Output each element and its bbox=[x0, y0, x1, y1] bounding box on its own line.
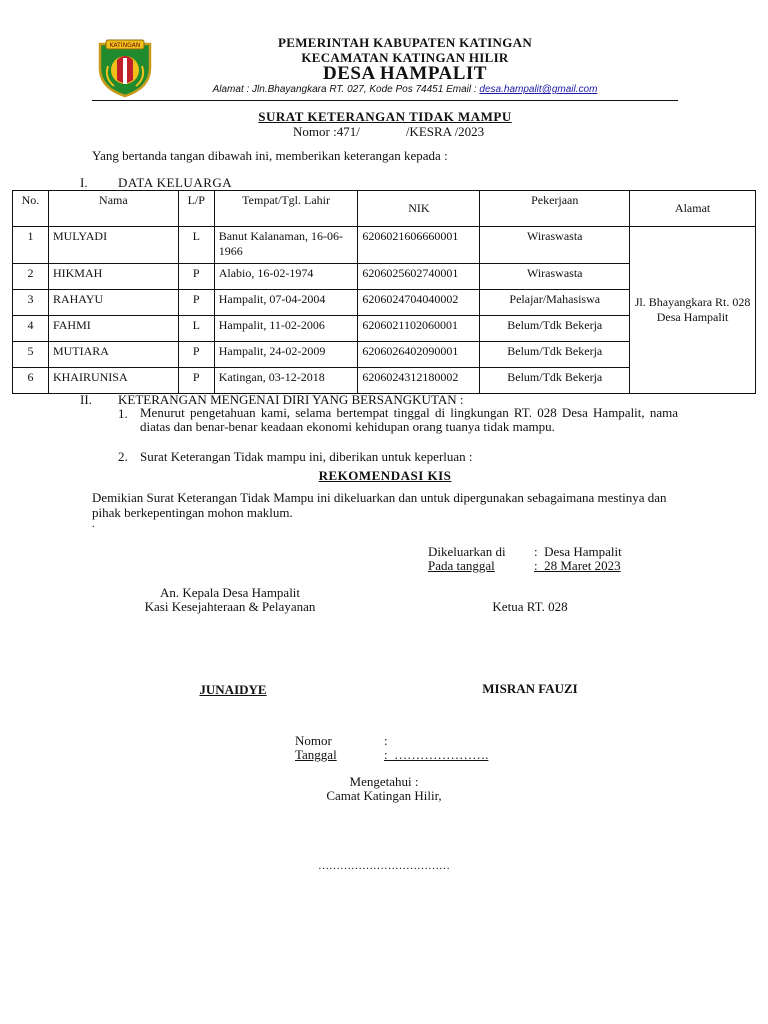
cell-nama: FAHMI bbox=[48, 316, 178, 342]
number-prefix: Nomor :471/ bbox=[293, 124, 360, 139]
signer-right-position: Ketua RT. 028 bbox=[492, 599, 568, 614]
document-number bbox=[293, 124, 484, 140]
header-nama: Nama bbox=[48, 191, 178, 227]
cell-lp: L bbox=[178, 316, 214, 342]
closing-dot: . bbox=[92, 518, 95, 530]
issued-date-label: Pada tanggal bbox=[428, 558, 495, 573]
email-link[interactable]: desa.hampalit@gmail.com bbox=[479, 84, 598, 95]
section2-title: KETERANGAN MENGENAI DIRI YANG BERSANGKUTAN : bbox=[118, 392, 464, 407]
cell-pekerjaan: Belum/Tdk Bekerja bbox=[480, 368, 630, 394]
cell-nik: 6206024312180002 bbox=[358, 368, 480, 394]
table-header-row bbox=[13, 191, 756, 227]
header-no: No. bbox=[13, 191, 49, 227]
item2-text: Surat Keterangan Tidak mampu ini, diberikan untuk keperluan : bbox=[140, 449, 473, 464]
address-text: Alamat : Jln.Bhayangkara RT. 027, Kode Pos 74451 Email : bbox=[212, 84, 480, 95]
signer-right-name: MISRAN FAUZI bbox=[482, 681, 578, 696]
cell-no: 1 bbox=[13, 227, 49, 264]
section1-title: DATA KELUARGA bbox=[118, 175, 233, 190]
cell-lp: P bbox=[178, 368, 214, 394]
signer-left-name: JUNAIDYE bbox=[199, 682, 267, 697]
purpose-text: REKOMENDASI KIS bbox=[318, 468, 452, 483]
cell-ttl: Hampalit, 07-04-2004 bbox=[214, 290, 358, 316]
cell-ttl: Katingan, 03-12-2018 bbox=[214, 368, 358, 394]
cell-lp: P bbox=[178, 264, 214, 290]
issued-place-label: Dikeluarkan di bbox=[428, 544, 506, 559]
cell-nama: RAHAYU bbox=[48, 290, 178, 316]
signer-left-title: An. Kepala Desa Hampalit bbox=[159, 585, 301, 600]
cell-nama: KHAIRUNISA bbox=[48, 368, 178, 394]
cell-no: 3 bbox=[13, 290, 49, 316]
document-title: SURAT KETERANGAN TIDAK MAMPU bbox=[258, 109, 512, 124]
cell-pekerjaan: Pelajar/Mahasiswa bbox=[480, 290, 630, 316]
cell-no: 4 bbox=[13, 316, 49, 342]
issued-place-value: : Desa Hampalit bbox=[534, 544, 622, 559]
header-government: PEMERINTAH KABUPATEN KATINGAN bbox=[277, 35, 533, 50]
cell-pekerjaan: Wiraswasta bbox=[480, 264, 630, 290]
cell-ttl: Banut Kalanaman, 16-06-1966 bbox=[214, 227, 358, 264]
cell-nik: 6206021606660001 bbox=[358, 227, 480, 264]
cell-nama: MULYADI bbox=[48, 227, 178, 264]
cell-alamat: Jl. Bhayangkara Rt. 028 Desa Hampalit bbox=[630, 227, 756, 394]
cell-ttl: Hampalit, 11-02-2006 bbox=[214, 316, 358, 342]
table-row bbox=[13, 227, 756, 264]
cell-ttl: Alabio, 16-02-1974 bbox=[214, 264, 358, 290]
section1-number: I. bbox=[80, 175, 88, 190]
camat-nomor-label: Nomor bbox=[295, 733, 332, 748]
emblem-banner-text: KATINGAN bbox=[109, 42, 141, 49]
camat-tanggal-label: Tanggal bbox=[295, 747, 337, 762]
signer-left-position: Kasi Kesejahteraan & Pelayanan bbox=[144, 599, 316, 614]
header-lp: L/P bbox=[178, 191, 214, 227]
family-data-table bbox=[12, 190, 756, 394]
issued-date-value: : 28 Maret 2023 bbox=[534, 558, 621, 573]
camat-tanggal-value: : …………………. bbox=[384, 747, 489, 762]
section2-number: II. bbox=[80, 392, 92, 407]
cell-lp: P bbox=[178, 342, 214, 368]
cell-no: 6 bbox=[13, 368, 49, 394]
camat-office: Camat Katingan Hilir, bbox=[326, 788, 442, 803]
cell-pekerjaan: Wiraswasta bbox=[480, 227, 630, 264]
cell-nik: 6206026402090001 bbox=[358, 342, 480, 368]
cell-pekerjaan: Belum/Tdk Bekerja bbox=[480, 342, 630, 368]
camat-signature-line: ……………………………… bbox=[318, 860, 450, 872]
cell-nama: MUTIARA bbox=[48, 342, 178, 368]
cell-lp: P bbox=[178, 290, 214, 316]
cell-ttl: Hampalit, 24-02-2009 bbox=[214, 342, 358, 368]
cell-nik: 6206021102060001 bbox=[358, 316, 480, 342]
item2-number: 2. bbox=[118, 449, 128, 464]
kabupaten-emblem-icon bbox=[96, 38, 154, 98]
camat-nomor-value: : bbox=[384, 733, 388, 748]
header-ttl: Tempat/Tgl. Lahir bbox=[214, 191, 358, 227]
cell-pekerjaan: Belum/Tdk Bekerja bbox=[480, 316, 630, 342]
cell-lp: L bbox=[178, 227, 214, 264]
cell-no: 5 bbox=[13, 342, 49, 368]
header-district: KECAMATAN KATINGAN HILIR bbox=[301, 50, 509, 65]
closing-text: Demikian Surat Keterangan Tidak Mampu ini dikeluarkan dan untuk dipergunakan sebagaimana mestinya dan pihak berkepentingan mohon maklum. bbox=[92, 490, 667, 520]
mengetahui-text: Mengetahui : bbox=[349, 774, 419, 789]
cell-nama: HIKMAH bbox=[48, 264, 178, 290]
header-divider bbox=[92, 100, 678, 101]
header-alamat: Alamat bbox=[630, 191, 756, 227]
number-suffix: /KESRA /2023 bbox=[405, 124, 485, 139]
intro-text: Yang bertanda tangan dibawah ini, memberikan keterangan kepada : bbox=[92, 148, 448, 163]
header-village: DESA HAMPALIT bbox=[323, 63, 487, 84]
cell-nik: 6206025602740001 bbox=[358, 264, 480, 290]
header-address bbox=[160, 84, 650, 95]
item1-text: Menurut pengetahuan kami, selama bertempat tinggal di lingkungan RT. 028 Desa Hampalit, nama diatas dan benar-benar keadaan ekonomi kehidupan orang tuanya tidak mampu. bbox=[140, 405, 678, 434]
header-pekerjaan: Pekerjaan bbox=[480, 191, 630, 227]
header-nik: NIK bbox=[358, 191, 480, 227]
item1-number: 1. bbox=[118, 406, 128, 421]
cell-no: 2 bbox=[13, 264, 49, 290]
cell-nik: 6206024704040002 bbox=[358, 290, 480, 316]
